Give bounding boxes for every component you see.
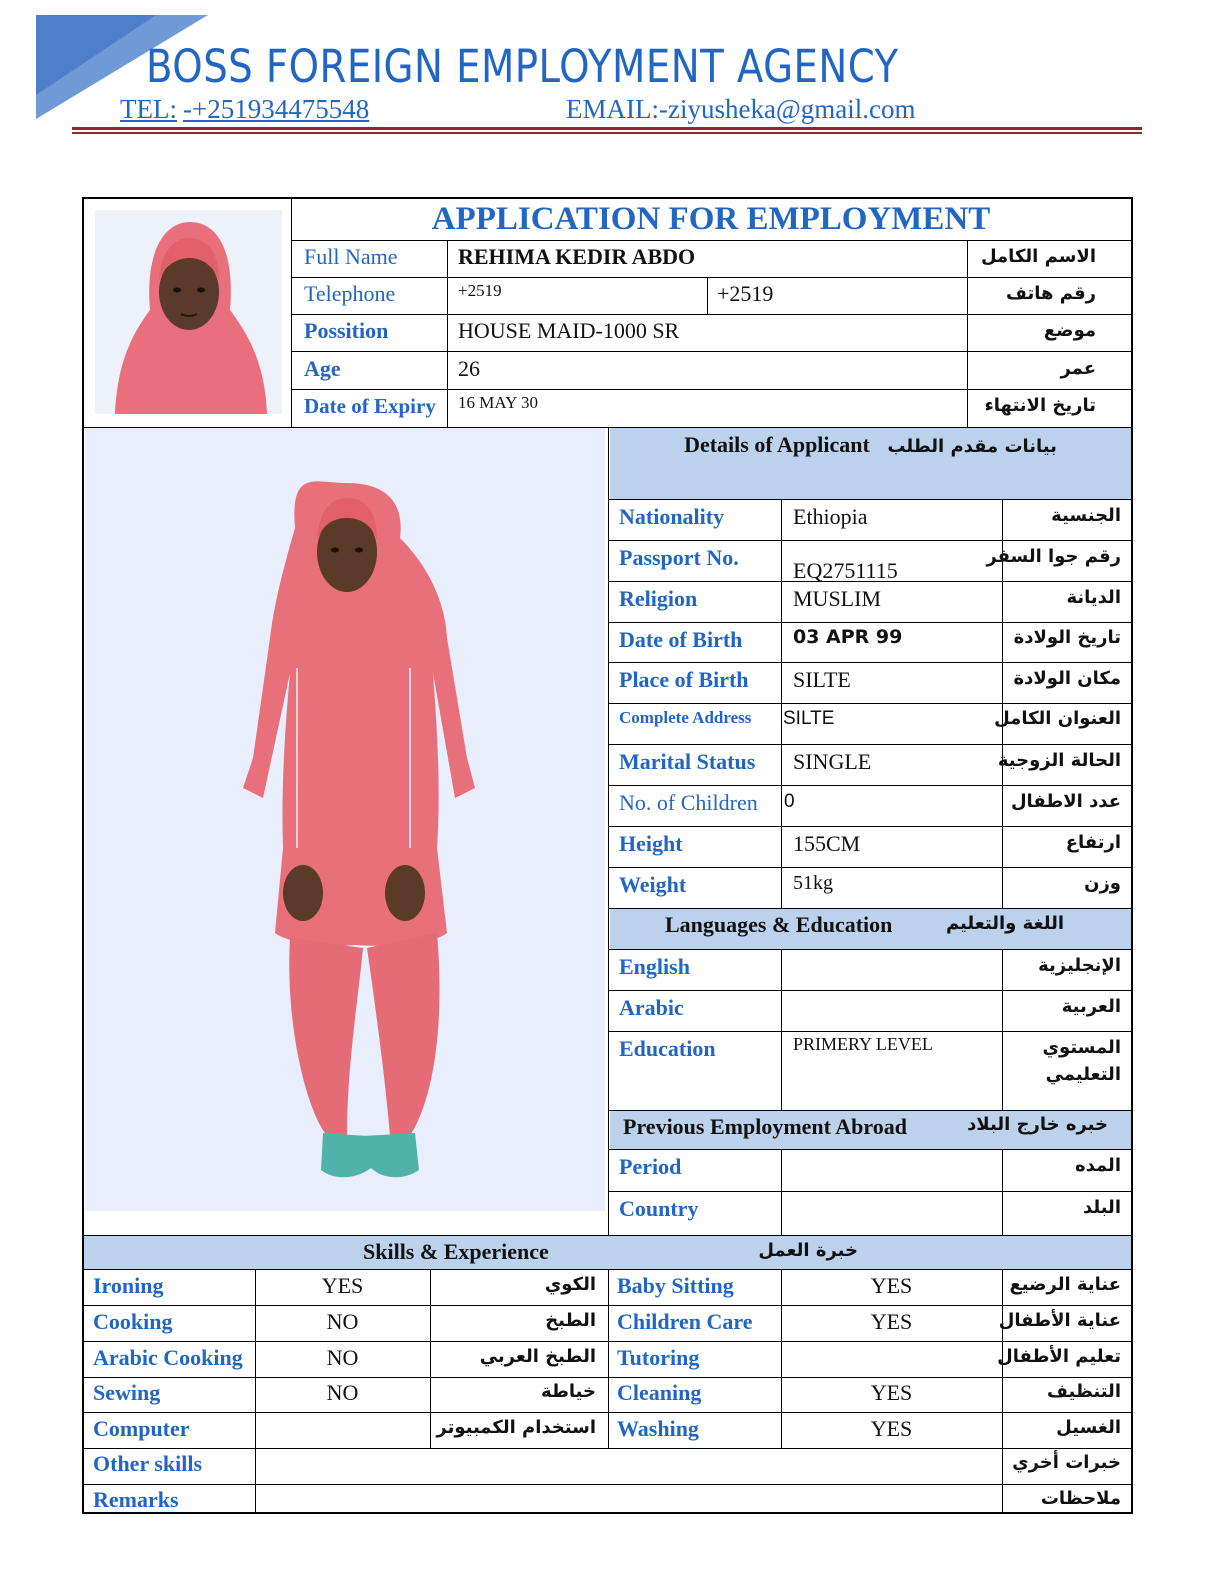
telephone-value-2: +2519 [717,281,774,306]
english-arabic: الإنجليزية [1038,955,1121,976]
previous-title: Previous Employment Abroad [623,1114,907,1139]
sewing-value: NO [326,1380,359,1405]
weight-arabic: وزن [1084,873,1121,894]
remarks-label: Remarks [93,1487,179,1512]
marital-status-arabic: الحالة الزوجية [997,750,1121,771]
header-rule-thin [72,132,1142,134]
children-care-label: Children Care [617,1309,753,1334]
arabic-label: Arabic [619,995,684,1020]
tel-value[interactable]: -+251934475548 [182,94,370,124]
arabic-cooking-arabic: الطبخ العربي [479,1346,596,1367]
applicant-portrait-photo [95,210,282,414]
religion-arabic: الديانة [1066,587,1121,608]
position-label: Possition [304,318,389,343]
period-label: Period [619,1154,682,1179]
expiry-arabic: تاريخ الانتهاء [984,395,1096,416]
washing-label: Washing [617,1416,699,1441]
details-section-heading [610,432,1131,458]
country-arabic: البلد [1082,1197,1121,1218]
children-care-arabic: عناية الأطفال [998,1310,1121,1331]
remarks-arabic: ملاحظات [1040,1488,1121,1509]
place-of-birth-arabic: مكان الولادة [1013,668,1121,689]
children-value: 0 [784,791,795,812]
nationality-value: Ethiopia [793,504,868,529]
baby-sitting-label: Baby Sitting [617,1273,734,1298]
arabic-cooking-value: NO [326,1345,359,1370]
dob-value: 03 APR 99 [793,626,903,648]
age-arabic: عمر [1060,358,1096,379]
address-value: SILTE [783,708,835,729]
place-of-birth-label: Place of Birth [619,667,749,692]
address-label: Complete Address [619,708,752,727]
height-value: 155CM [793,831,861,856]
agency-name: BOSS FOREIGN EMPLOYMENT AGENCY [146,40,899,93]
details-title: Details of Applicant [684,432,870,457]
tutoring-arabic: تعليم الأطفال [997,1346,1121,1367]
details-title-arabic: بيانات مقدم الطلب [887,436,1057,457]
age-value: 26 [458,356,480,381]
weight-value: 51kg [793,872,833,894]
languages-title-arabic: اللغة والتعليم [945,913,1064,934]
ironing-label: Ironing [93,1273,164,1298]
telephone-arabic: رقم هاتف [1006,283,1096,304]
english-label: English [619,954,690,979]
height-label: Height [619,831,683,856]
tutoring-label: Tutoring [617,1345,700,1370]
nationality-arabic: الجنسية [1051,505,1121,526]
baby-sitting-arabic: عناية الرضيع [1009,1274,1121,1295]
arabic-cooking-label: Arabic Cooking [93,1345,243,1370]
telephone-label: Telephone [304,281,396,306]
position-value: HOUSE MAID-1000 SR [458,318,680,343]
period-arabic: المده [1074,1155,1121,1176]
telephone-value-1: +2519 [458,281,502,300]
washing-value: YES [870,1416,913,1441]
sewing-arabic: خياطة [541,1381,596,1402]
computer-label: Computer [93,1416,190,1441]
cooking-label: Cooking [93,1309,173,1334]
arabic-arabic: العربية [1061,996,1121,1017]
agency-email[interactable]: EMAIL:-ziyusheka@gmail.com [566,94,916,124]
dob-arabic: تاريخ الولادة [1013,627,1121,648]
other-skills-label: Other skills [93,1451,203,1476]
baby-sitting-value: YES [870,1273,913,1298]
header-rule [72,127,1142,130]
ironing-value: YES [321,1273,364,1298]
marital-status-label: Marital Status [619,749,756,774]
full-name-arabic: الاسم الكامل [980,246,1096,267]
education-arabic-1: المستوي [1042,1037,1121,1058]
languages-title: Languages & Education [665,912,893,937]
skills-title-arabic: خبرة العمل [758,1240,858,1261]
ironing-arabic: الكوي [544,1274,596,1295]
nationality-label: Nationality [619,504,725,529]
education-label: Education [619,1036,716,1061]
passport-value: EQ2751115 [793,558,898,583]
previous-title-arabic: خبره خارج البلاد [967,1114,1108,1135]
address-arabic: العنوان الكامل [994,708,1121,729]
children-care-value: YES [870,1309,913,1334]
height-arabic: ارتفاع [1065,832,1121,853]
cooking-arabic: الطبخ [545,1310,596,1331]
expiry-label: Date of Expiry [304,394,436,418]
children-label: No. of Children [619,790,758,815]
dob-label: Date of Birth [619,627,743,652]
education-value: PRIMERY LEVEL [793,1034,933,1054]
marital-status-value: SINGLE [793,749,872,774]
cleaning-arabic: التنظيف [1047,1381,1121,1402]
cleaning-value: YES [870,1380,913,1405]
computer-arabic: استخدام الكمبيوتر [436,1417,596,1438]
agency-telephone [120,94,369,125]
skills-title: Skills & Experience [363,1239,549,1264]
weight-label: Weight [619,872,687,897]
applicant-full-body-photo [85,428,605,1211]
religion-label: Religion [619,586,698,611]
full-name-label: Full Name [304,244,398,269]
washing-arabic: الغسيل [1056,1417,1121,1438]
other-skills-arabic: خبرات أخري [1012,1452,1121,1473]
full-name-value: REHIMA KEDIR ABDO [458,244,696,269]
tel-label: TEL: [120,94,177,124]
position-arabic: موضع [1043,320,1096,341]
passport-label: Passport No. [619,545,739,570]
country-label: Country [619,1196,699,1221]
cleaning-label: Cleaning [617,1380,702,1405]
form-title: APPLICATION FOR EMPLOYMENT [431,201,991,237]
sewing-label: Sewing [93,1380,161,1405]
cooking-value: NO [326,1309,359,1334]
place-of-birth-value: SILTE [793,667,851,692]
religion-value: MUSLIM [793,586,882,611]
age-label: Age [304,356,341,381]
expiry-value: 16 MAY 30 [458,393,538,412]
education-arabic-2: التعليمي [1045,1064,1121,1085]
children-arabic: عدد الاطفال [1010,791,1121,812]
passport-arabic: رقم جوا السفر [986,546,1121,567]
